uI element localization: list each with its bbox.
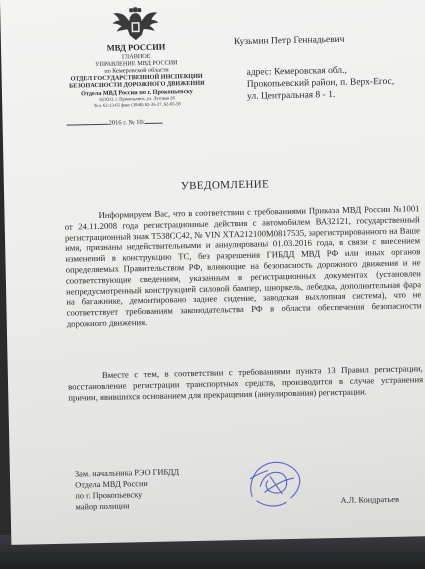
- signatory-line: Отдела МВД России: [75, 479, 148, 490]
- recipient-name: Кузьмин Петр Геннадьевич: [233, 34, 345, 48]
- dept-city: Отдела МВД России по г. Прокопьевску: [80, 87, 193, 97]
- date-year: 2016 г.: [108, 119, 127, 127]
- dept-inspection: ОТДЕЛ ГОСУДАРСТВЕННОЙ ИНСПЕКЦИИ: [70, 72, 203, 83]
- body-paragraph: Вместе с тем, в соответствии с требованиями пункта 13 Правил регистрации, восстановление регистрации транспортных средств, производится в случае устранения причин, явившихся основанием для прекращения (аннулирования) регистрации.: [68, 363, 424, 403]
- number-blank: [145, 123, 163, 124]
- doc-number-prefix: № 10/: [128, 119, 145, 127]
- address-line: ул. Центральная 8 - 1.: [246, 90, 336, 103]
- signatory-line: Зам. начальника РЭО ГИБДД: [74, 467, 180, 479]
- date-blank: [67, 124, 109, 126]
- dept-region: по Кемеровской области: [104, 66, 169, 75]
- signatory-line: по г. Прокопьевску: [75, 490, 143, 501]
- ministry-name: МВД РОССИИ: [106, 41, 166, 53]
- body-paragraph: Информируем Вас, что в соответствии с требованиями Приказа МВД России №1001 от 24.11.2008 года регистрационные действия с автомобилем ВАЗ2121, государственный регистрационный знак Т538СС42, № VIN ХТА212100М0817535, зарегистрированного на Ваше имя, признаны недействительными и аннулированы 01.03.2016 года, в связи с внесением изменений в конструкцию ТС, без разрешения ГИБДД МВД РФ или иных органов определяемых Правительством РФ, влияющие на безопасность дорожного движения и не соответствующие сведениям, указанным в регистрационных документах (установлен непредусмотренный конструкцией силовой бампер, шноркель, лебедка, дополнительная фара на багажнике, демонтировано заднее сидение, заводская выхлопная система), что не соответствует требованиям законодательства РФ в области обеспечения безопасности дорожного движения.: [64, 203, 422, 329]
- signatory-line: майор полиции: [75, 501, 130, 512]
- dept-phone: Тел. 62-13-65 факс (3846) 62-35-27, 62-65-58: [93, 100, 181, 108]
- dept-safety: БЕЗОПАСНОСТИ ДОРОЖНОГО ДВИЖЕНИЯ: [69, 80, 205, 90]
- signature-stamp-icon: [242, 456, 307, 513]
- dept-main: ГЛАВНОЕ: [121, 52, 151, 60]
- date-number-line: [67, 117, 217, 127]
- letterhead: [60, 4, 212, 110]
- address-line: Прокопьевский район, п. Верх-Егос,: [246, 76, 395, 91]
- recipient-address: [246, 63, 425, 103]
- signatory-name: А.Л. Кондратьев: [340, 494, 400, 505]
- emblem-area: [60, 4, 211, 45]
- document-title: УВЕДОМЛЕНИЕ: [180, 178, 270, 193]
- signatory-title: [75, 466, 180, 512]
- dept-address: 653033, г. Прокопьевск, ул. Луговая 26: [99, 95, 175, 102]
- dept-directorate: УПРАВЛЕНИЕ МВД РОССИИ: [95, 58, 178, 68]
- double-headed-eagle-icon: [110, 7, 161, 44]
- address-line: адрес: Кемеровская обл.,: [246, 65, 347, 78]
